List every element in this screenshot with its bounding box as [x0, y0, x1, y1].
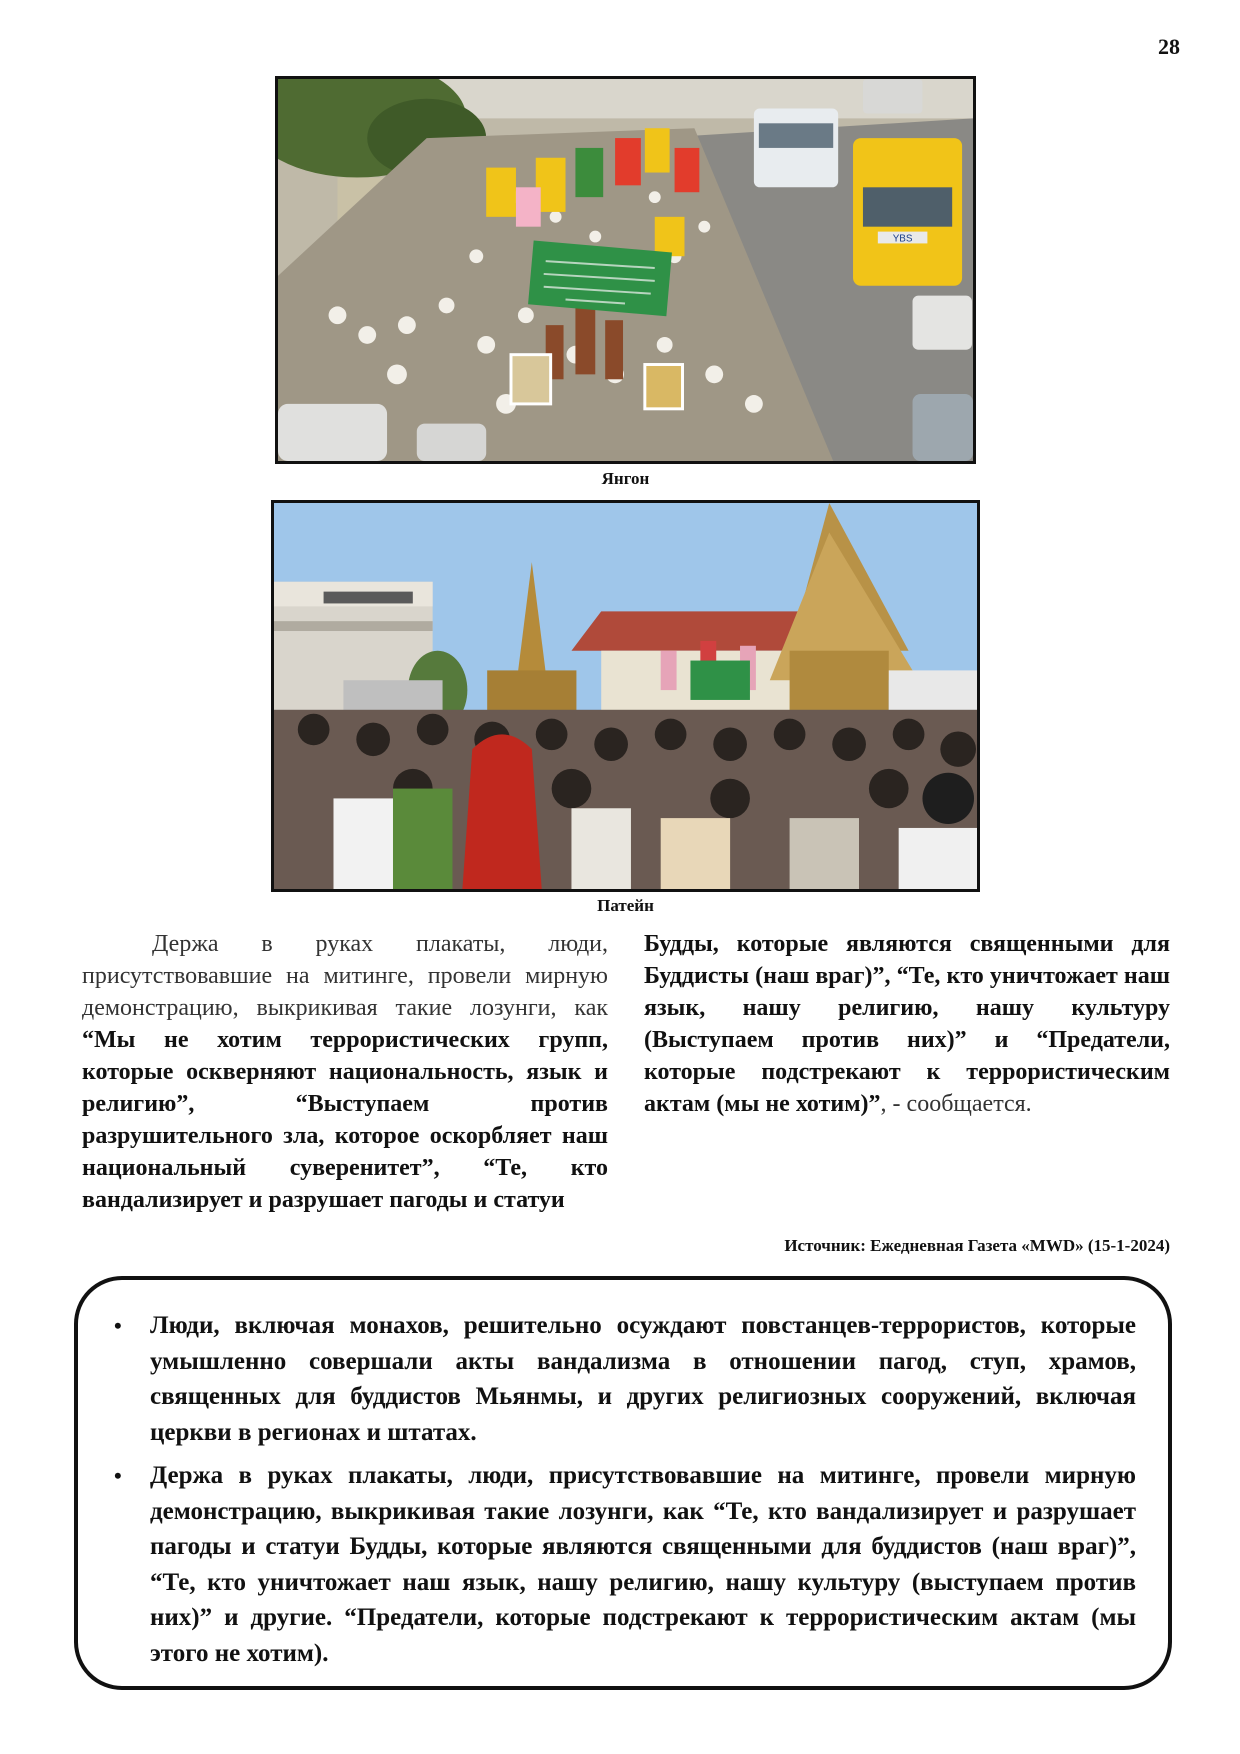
article-column-right	[644, 928, 1170, 1253]
photo-caption-yangon: Янгон	[601, 469, 650, 488]
summary-item	[102, 1308, 1136, 1450]
photo-pathein-rally	[271, 500, 980, 892]
building-sign	[324, 592, 413, 604]
summary-item-text: Держа в руках плакаты, люди, присутствовавшие на митинге, провели мирную демонстрацию, выкрикивая такие лозунги, как “Те, кто вандализирует и разрушает пагоды и статуи Будды, которые являются священными для буддистов (наш враг)”, “Те, кто уничтожает наш язык, нашу религию, нашу культуру (выступаем против них)” и другие. “Предатели, которые подстрекают к террористическим актам (мы этого не хотим).	[150, 1462, 1136, 1667]
photo-caption-pathein: Патейн	[597, 896, 654, 915]
article-column-left	[82, 928, 608, 1253]
summary-item	[102, 1458, 1136, 1671]
bullet-icon: •	[114, 1463, 122, 1488]
bullet-icon: •	[114, 1313, 122, 1338]
article-text-right-quotes: Будды, которые являются священными для Буддисты (наш враг)”, “Те, кто уничтожает наш язык, нашу религию, нашу культуру (Выступаем против них)” и “Предатели, которые подстрекают к террористическим актам (мы не хотим)”	[644, 931, 1170, 1117]
summary-list	[102, 1308, 1136, 1671]
summary-item-text: Люди, включая монахов, решительно осуждают повстанцев-террористов, которые умышленно совершали акты вандализма в отношении пагод, ступ, храмов, священных для буддистов Мьянмы, и других религиозных сооружений, включая церкви в регионах и штатах.	[150, 1312, 1136, 1446]
yangon-march-illustration	[278, 79, 973, 461]
photo-yangon-march	[275, 76, 976, 464]
source-citation: Источник: Ежедневная Газета «MWD» (15-1-2024)	[784, 1236, 1170, 1255]
pathein-rally-illustration	[274, 503, 977, 889]
article-text-left-quotes: “Мы не хотим террористических групп, которые оскверняют национальность, язык и религию”, “Выступаем против разрушительного зла, которое оскорбляет наш национальный суверенитет”, “Те, кто вандализирует и разрушает пагоды и статуи	[82, 1027, 608, 1213]
summary-box	[74, 1276, 1172, 1690]
bus-sign-text: YBS	[892, 233, 913, 245]
page-number: 28	[1158, 34, 1180, 59]
article-body	[82, 928, 1170, 1253]
article-text-left-intro: Держа в руках плакаты, люди, присутствовавшие на митинге, провели мирную демонстрацию, выкрикивая такие лозунги, как	[82, 931, 608, 1021]
article-text-right-outro: , - сообщается.	[880, 1091, 1032, 1117]
